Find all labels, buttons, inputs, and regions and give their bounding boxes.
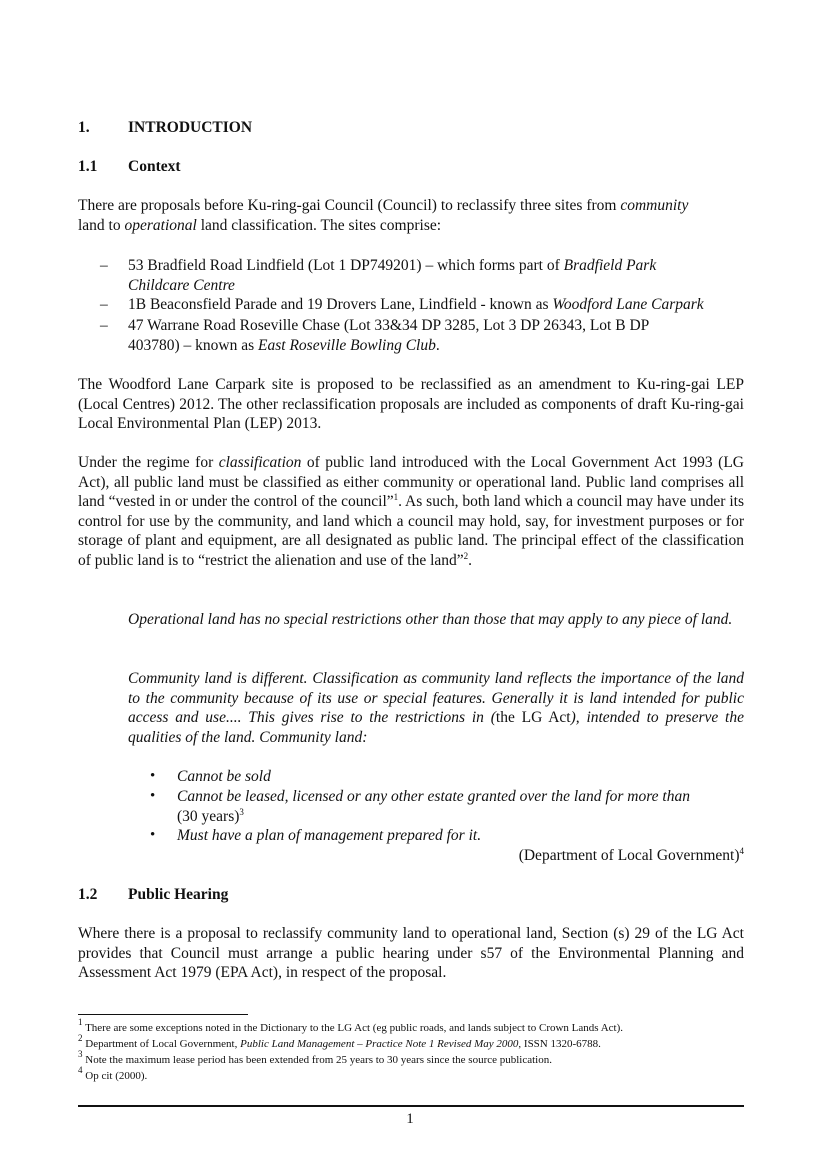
footnote	[78, 1065, 778, 1083]
text-run: .	[435, 336, 440, 354]
emphasis: Childcare Centre	[128, 276, 235, 294]
footnote-ref: 3	[239, 806, 244, 817]
text-run: . As such, both land which a council may have under its control for use by the community, and land which a council may hold, say, for investment purposes or for storage of plant and equipment, are all designated as public land. The principal effect of the classification of public land is to “restrict the alienation and use of the land”	[78, 493, 744, 569]
text-run: 1B Beaconsfield Parade and 19 Drovers Lane, Lindfield - known as	[128, 296, 553, 313]
footnote-text: Op cit (2000).	[85, 1070, 148, 1082]
subsection-title: Context	[128, 158, 181, 175]
footnote-text: Note the maximum lease period has been extended from 25 years to 30 years since the source publication.	[85, 1054, 552, 1066]
emphasis: East Roseville Bowling Club	[258, 336, 436, 354]
section-title: INTRODUCTION	[128, 119, 253, 136]
emphasis: classification	[218, 454, 302, 471]
footnote-number: 1	[78, 1017, 83, 1027]
list-item	[128, 295, 744, 315]
footnote-ref: 4	[739, 846, 744, 856]
quote-source	[519, 846, 744, 866]
footnote-number: 4	[78, 1065, 83, 1075]
text-run: 47 Warrane Road Roseville Chase (Lot 33&34 DP 3285, Lot 3 DP 26343, Lot B DP	[128, 317, 650, 334]
footnote-text: There are some exceptions noted in the Dictionary to the LG Act (eg public roads, and lands subject to Crown Lands Act).	[85, 1022, 623, 1034]
text-run: Under the regime for	[78, 454, 219, 471]
paragraph-woodford: The Woodford Lane Carpark site is proposed to be reclassified as an amendment to Ku-ring-gai LEP (Local Centres) 2012. The other reclassification proposals are included as components of draft Ku-ring-gai Local Environmental Plan (LEP) 2013.	[78, 376, 744, 432]
footnote-separator	[78, 1014, 248, 1015]
bullet: •	[150, 788, 156, 804]
emphasis: community	[620, 197, 689, 214]
subsection-title: Public Hearing	[128, 886, 229, 903]
footnote-ref: 2	[463, 550, 469, 561]
bullet: •	[150, 827, 156, 843]
text-run: Cannot be leased, licensed or any other estate granted over the land for more than	[177, 788, 690, 805]
paragraph-regime	[78, 453, 744, 570]
text-run: ), intended to preserve the qualities of the land. Community land:	[128, 709, 744, 746]
bullet-item	[177, 787, 744, 826]
bullet-item: Must have a plan of management prepared for it.	[177, 827, 482, 844]
text-run: There are proposals before Ku-ring-gai Council (Council) to reclassify three sites from	[78, 197, 621, 214]
footnote-number: 2	[78, 1033, 83, 1043]
footnote	[78, 1033, 778, 1051]
text-run: (Department of Local Government)	[518, 847, 740, 864]
subsection-number: 1.1	[78, 158, 98, 175]
footnote	[78, 1049, 778, 1067]
text-run: land classification. The sites comprise:	[196, 216, 442, 234]
subsection-number: 1.2	[78, 886, 98, 903]
text-run: the LG Act	[495, 709, 571, 726]
footnote-text: Department of Local Government,	[85, 1038, 241, 1050]
footnote-number: 3	[78, 1049, 83, 1059]
emphasis: Public Land Management – Practice Note 1 Revised May 2000	[240, 1038, 519, 1050]
paragraph-public-hearing: Where there is a proposal to reclassify community land to operational land, Section (s) 29 of the LG Act provides that Council must arrange a public hearing under s57 of the Environmental Planning and Assessment Act 1979 (EPA Act), in respect of the proposal.	[78, 925, 744, 981]
quote-operational: Operational land has no special restrictions other than those that may apply to any piece of land.	[128, 611, 733, 628]
text-run: 403780) – known as	[128, 336, 259, 354]
footnote-text: , ISSN 1320-6788.	[518, 1038, 601, 1050]
emphasis: Bradfield Park	[563, 257, 657, 274]
footnote	[78, 1017, 778, 1035]
section-number: 1.	[78, 119, 90, 136]
footer-rule	[78, 1105, 744, 1107]
paragraph-intro	[78, 196, 744, 235]
text-run: 53 Bradfield Road Lindfield (Lot 1 DP749201) – which forms part of	[128, 257, 564, 274]
text-run: of public land introduced with the Local Government Act 1993 (LG Act), all public land must be classified as either community or operational land. Public land comprises all land “vested in or under the control of the council”	[78, 454, 744, 510]
emphasis: operational	[124, 216, 197, 234]
quote-community	[128, 669, 744, 747]
page-number: 1	[406, 1111, 414, 1127]
list-dash: –	[100, 257, 108, 274]
text-run: land to	[78, 216, 125, 234]
list-dash: –	[100, 317, 108, 334]
list-dash: –	[100, 296, 108, 313]
text-run: .	[468, 551, 473, 569]
list-item	[128, 256, 744, 295]
text-run: Community land is different. Classification as community land reflects the importance of the land to the community because of its use or special features. Generally it is land intended for public access and use.... This gives rise to the restrictions in (	[128, 670, 744, 726]
text-run: (30 years)	[177, 807, 240, 825]
footnote-ref: 1	[393, 492, 399, 502]
emphasis: Woodford Lane Carpark	[552, 296, 704, 313]
bullet-item: Cannot be sold	[177, 768, 271, 785]
list-item	[128, 316, 744, 355]
bullet: •	[150, 768, 156, 784]
